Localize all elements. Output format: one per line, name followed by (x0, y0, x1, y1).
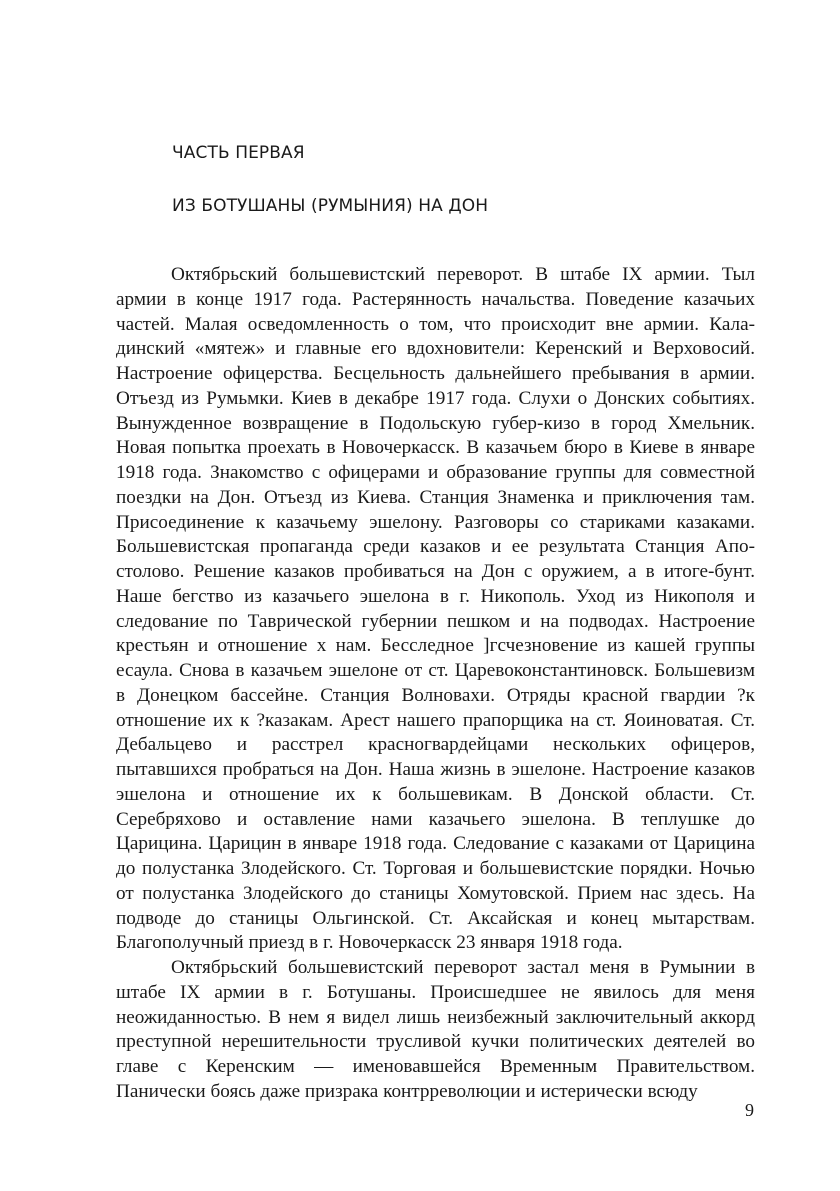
chapter-title: ИЗ БОТУШАНЫ (РУМЫНИЯ) НА ДОН (172, 196, 489, 216)
page-number: 9 (745, 1100, 754, 1120)
narrative-paragraph: Октябрьский большевистский переворот застал меня в Румынии в штабе IX армии в г. Ботушаны. Происшедшее не явилось для меня неожиданностью. В нем я видел лишь неизбежный заключительный аккорд преступной нерешительности трусливой кучки политических деятелей во главе с Керенским — именовавшейся Временным Правительством. Панически боясь даже призрака контрреволюции и истерически всюду (116, 957, 755, 1102)
body-text (116, 263, 755, 1105)
chapter-summary-paragraph: Октябрьский большевистский переворот. В штабе IX армии. Тыл армии в конце 1917 года. Растерянность начальства. Поведение казачьих частей. Малая осведомленность о том, что происходит вне армии. Каладинский «мятеж» и главные его вдохновители: Керенский и Верховосий. Настроение офицерства. Бесцельность дальнейшего пребывания в армии. Отъезд из Румьмки. Киев в декабре 1917 года. Слухи о Донских событиях. Вынужденное возвращение в Подольскую губер-кизо в город Хмельник. Новая попытка проехать в Новочеркасск. В казачьем бюро в Киеве в январе 1918 года. Знакомство с офицерами и образование группы для совместной поездки на Дон. Отъезд из Киева. Станция Знаменка и приключения там. Присоединение к казачьему эшелону. Разговоры со стариками казаками. Большевистская пропаганда среди казаков и ее результата Станция Апо-столово. Решение казаков пробиваться на Дон с оружием, а в итоге-бунт. Наше бегство из казачьего эшелона в г. Никополь. Уход из Никополя и следование по Таврической губернии пешком и на подводах. Настроение крестьян и отношение х нам. Бесследное ]гсчезновение из кашей группы есаула. Снова в казачьем эшелоне от ст. Царевоконстантиновск. Большевизм в Донецком бассейне. Станция Волновахи. Отряды красной гвардии ?к отношение их к ?казакам. Арест нашего прапорщика на ст. Яоиноватая. Ст. Дебальцево и расстрел красногвардейцами нескольких офицеров, пытавшихся пробраться на Дон. Наша жизнь в эшелоне. Настроение казаков эшелона и отношение их к большевикам. В Донской области. Ст. Серебряхово и оставление нами казачьего эшелона. В теплушке до Царицина. Царицин в январе 1918 года. Следование с казаками от Царицина до полустанка Злодейского. Ст. Торговая и большевистские порядки. Ночью от полустанка Злодейского до станицы Хомутовской. Прием нас здесь. На подводе до станицы Ольгинской. Ст. Аксайская и конец мытарствам. Благополучный приезд в г. Новочеркасск 23 января 1918 года. (116, 264, 755, 954)
part-title: ЧАСТЬ ПЕРВАЯ (172, 143, 305, 163)
